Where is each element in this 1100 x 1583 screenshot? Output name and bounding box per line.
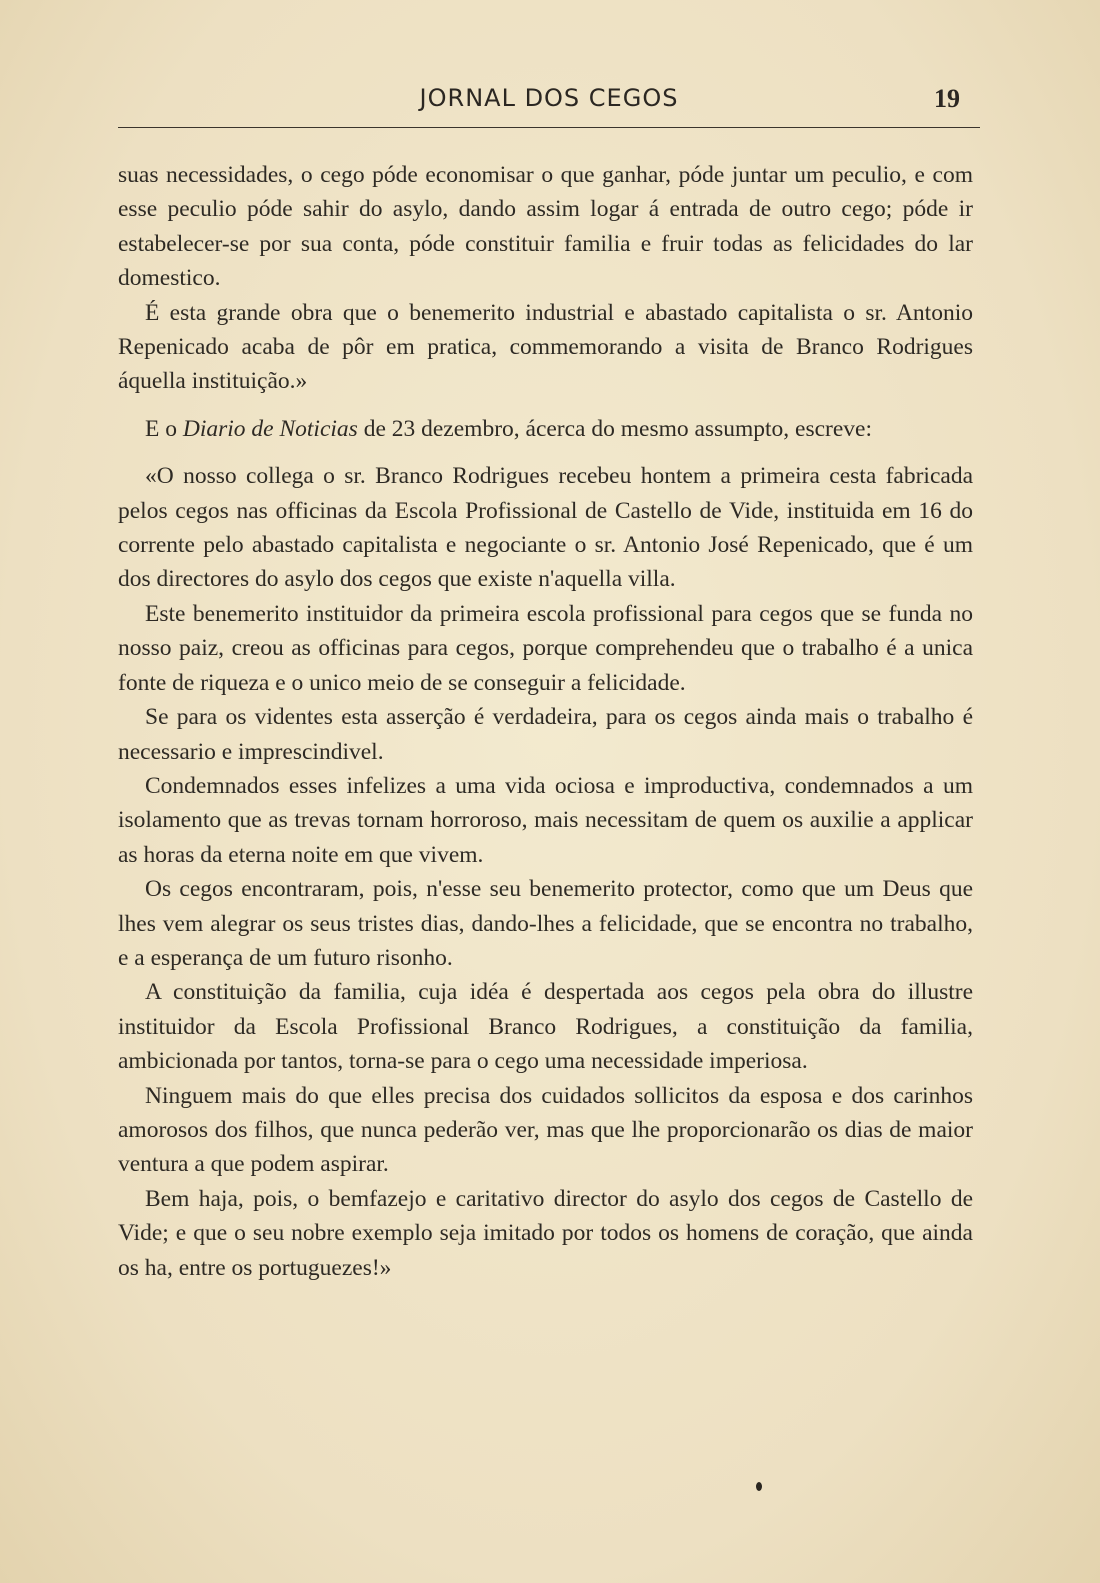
paragraph: Condemnados esses infelizes a uma vida ociosa e improductiva, condemnados a um isolamento que as trevas tornam horroroso, mais necessitam de quem os auxilie a applicar as horas da eterna noite em que vivem. [118, 772, 973, 868]
paragraph: «O nosso collega o sr. Branco Rodrigues recebeu hontem a primeira cesta fabricada pelos cegos nas officinas da Escola Profissional de Castello de Vide, instituida em 16 do corrente pelo abastado capitalista e negociante o sr. Antonio José Repenicado, que é um dos directores do asylo dos cegos que existe n'aquella villa. [118, 463, 973, 593]
paragraph-text: de 23 dezembro, ácerca do mesmo assumpto, escreve: [357, 415, 873, 442]
page-number: 19 [934, 84, 960, 113]
paragraph: Se para os videntes esta asserção é verdadeira, para os cegos ainda mais o trabalho é necessario e imprescindivel. [118, 704, 973, 765]
running-head [118, 84, 980, 120]
paragraph: Este benemerito instituidor da primeira escola profissional para cegos que se funda no nosso paiz, creou as officinas para cegos, porque comprehendeu que o trabalho é a unica fonte de riqueza e o unico meio de se conseguir a felicidade. [118, 600, 973, 696]
paragraph-intro-quote [118, 412, 973, 446]
ink-speck [756, 1482, 762, 1491]
header-rule [118, 127, 980, 128]
paragraph: A constituição da familia, cuja idéa é despertada aos cegos pela obra do illustre instituidor da Escola Profissional Branco Rodrigues, a constituição da familia, ambicionada por tantos, torna-se para o cego uma necessidade imperiosa. [118, 979, 973, 1075]
paragraph-continuation: suas necessidades, o cego póde economisar o que ganhar, póde juntar um peculio, e com esse peculio póde sahir do asylo, dando assim logar á entrada de outro cego; póde ir estabelecer-se por sua conta, póde constituir familia e fruir todas as felicidades do lar domestico. [118, 162, 973, 292]
article-body [118, 158, 973, 1285]
paragraph-text: E o [145, 415, 183, 442]
paragraph: Os cegos encontraram, pois, n'esse seu benemerito protector, como que um Deus que lhes vem alegrar os seus tristes dias, dando-lhes a felicidade, que se encontra no trabalho, e a esperança de um futuro risonho. [118, 876, 973, 971]
journal-title: JORNAL DOS CEGOS [419, 84, 679, 112]
paragraph: Ninguem mais do que elles precisa dos cuidados sollicitos da esposa e dos carinhos amorosos dos filhos, que nunca pederão ver, mas que lhe proporcionarão os dias de maior ventura a que podem aspirar. [118, 1082, 973, 1178]
newspaper-title: Diario de Noticias [182, 415, 358, 442]
paragraph: É esta grande obra que o benemerito industrial e abastado capitalista o sr. Antonio Repenicado acaba de pôr em pratica, commemorando a visita de Branco Rodrigues áquella instituição.» [118, 299, 973, 395]
paragraph: Bem haja, pois, o bemfazejo e caritativo director do asylo dos cegos de Castello de Vide; e que o seu nobre exemplo seja imitado por todos os homens de coração, que ainda os ha, entre os portuguezes!» [118, 1185, 973, 1281]
